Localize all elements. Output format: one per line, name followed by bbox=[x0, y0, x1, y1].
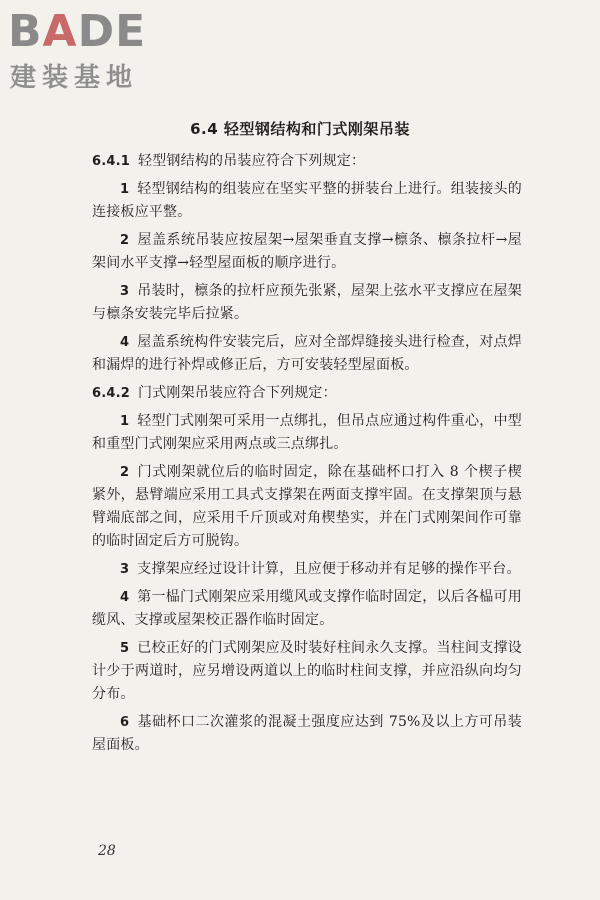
item-number: 6 bbox=[120, 715, 130, 730]
item-text: 吊装时，檩条的拉杆应预先张紧，屋架上弦水平支撑应在屋架与檩条安装完毕后拉紧。 bbox=[92, 283, 522, 322]
section-title: 6.4 轻型钢结构和门式刚架吊装 bbox=[190, 120, 410, 138]
list-item bbox=[92, 558, 522, 581]
list-item bbox=[92, 331, 522, 377]
item-number: 1 bbox=[120, 414, 130, 429]
clause-text: 轻型钢结构的吊装应符合下列规定： bbox=[138, 153, 366, 169]
item-number: 3 bbox=[120, 562, 130, 577]
list-item bbox=[92, 178, 522, 224]
logo-subtitle: 建装基地 bbox=[10, 63, 139, 93]
item-text: 门式刚架就位后的临时固定，除在基础杯口打入 8 个楔子楔紧外，悬臂端应采用工具式支撑架在两面支撑牢固。在支撑架顶与悬臂端底部之间，应采用千斤顶或对角楔垫实，并在门式刚架间作可靠的临时固定后方可脱钩。 bbox=[92, 464, 522, 549]
item-text: 屋盖系统构件安装完后，应对全部焊缝接头进行检查，对点焊和漏焊的进行补焊或修正后，方可安装轻型屋面板。 bbox=[92, 334, 522, 373]
list-item bbox=[92, 461, 522, 553]
logo-wordmark: BADE bbox=[8, 6, 147, 57]
list-item bbox=[92, 280, 522, 326]
item-number: 4 bbox=[120, 335, 130, 350]
item-number: 2 bbox=[120, 233, 130, 248]
item-text: 已校正好的门式刚架应及时装好柱间永久支撑。当柱间支撑设计少于两道时，应另增设两道以上的临时柱间支撑，并应沿纵向均匀分布。 bbox=[92, 640, 522, 702]
item-number: 3 bbox=[120, 284, 130, 299]
list-item bbox=[92, 711, 522, 757]
list-item bbox=[92, 637, 522, 706]
list-item bbox=[92, 229, 522, 275]
document-body bbox=[92, 150, 522, 762]
list-item bbox=[92, 586, 522, 632]
item-text: 轻型门式刚架可采用一点绑扎，但吊点应通过构件重心，中型和重型门式刚架应采用两点或三点绑扎。 bbox=[92, 413, 522, 452]
item-text: 支撑架应经过设计计算，且应便于移动并有足够的操作平台。 bbox=[137, 561, 521, 577]
item-number: 5 bbox=[120, 641, 130, 656]
clause-6-4-1 bbox=[92, 150, 522, 173]
clause-number: 6.4.2 bbox=[92, 386, 131, 401]
watermark-logo bbox=[8, 6, 178, 98]
item-number: 4 bbox=[120, 590, 130, 605]
clause-6-4-2 bbox=[92, 382, 522, 405]
item-text: 基础杯口二次灌浆的混凝土强度应达到 75%及以上方可吊装屋面板。 bbox=[92, 714, 522, 753]
item-number: 2 bbox=[120, 465, 130, 480]
list-item bbox=[92, 410, 522, 456]
page-number: 28 bbox=[98, 843, 116, 859]
item-text: 第一榀门式刚架应采用缆风或支撑作临时固定，以后各榀可用缆风、支撑或屋架校正器作临时固定。 bbox=[92, 589, 522, 628]
item-text: 轻型钢结构的组装应在坚实平整的拼装台上进行。组装接头的连接板应平整。 bbox=[92, 181, 522, 220]
clause-text: 门式刚架吊装应符合下列规定： bbox=[138, 385, 337, 401]
item-text: 屋盖系统吊装应按屋架→屋架垂直支撑→檩条、檩条拉杆→屋架间水平支撑→轻型屋面板的顺序进行。 bbox=[92, 232, 522, 271]
item-number: 1 bbox=[120, 182, 130, 197]
clause-number: 6.4.1 bbox=[92, 154, 131, 169]
